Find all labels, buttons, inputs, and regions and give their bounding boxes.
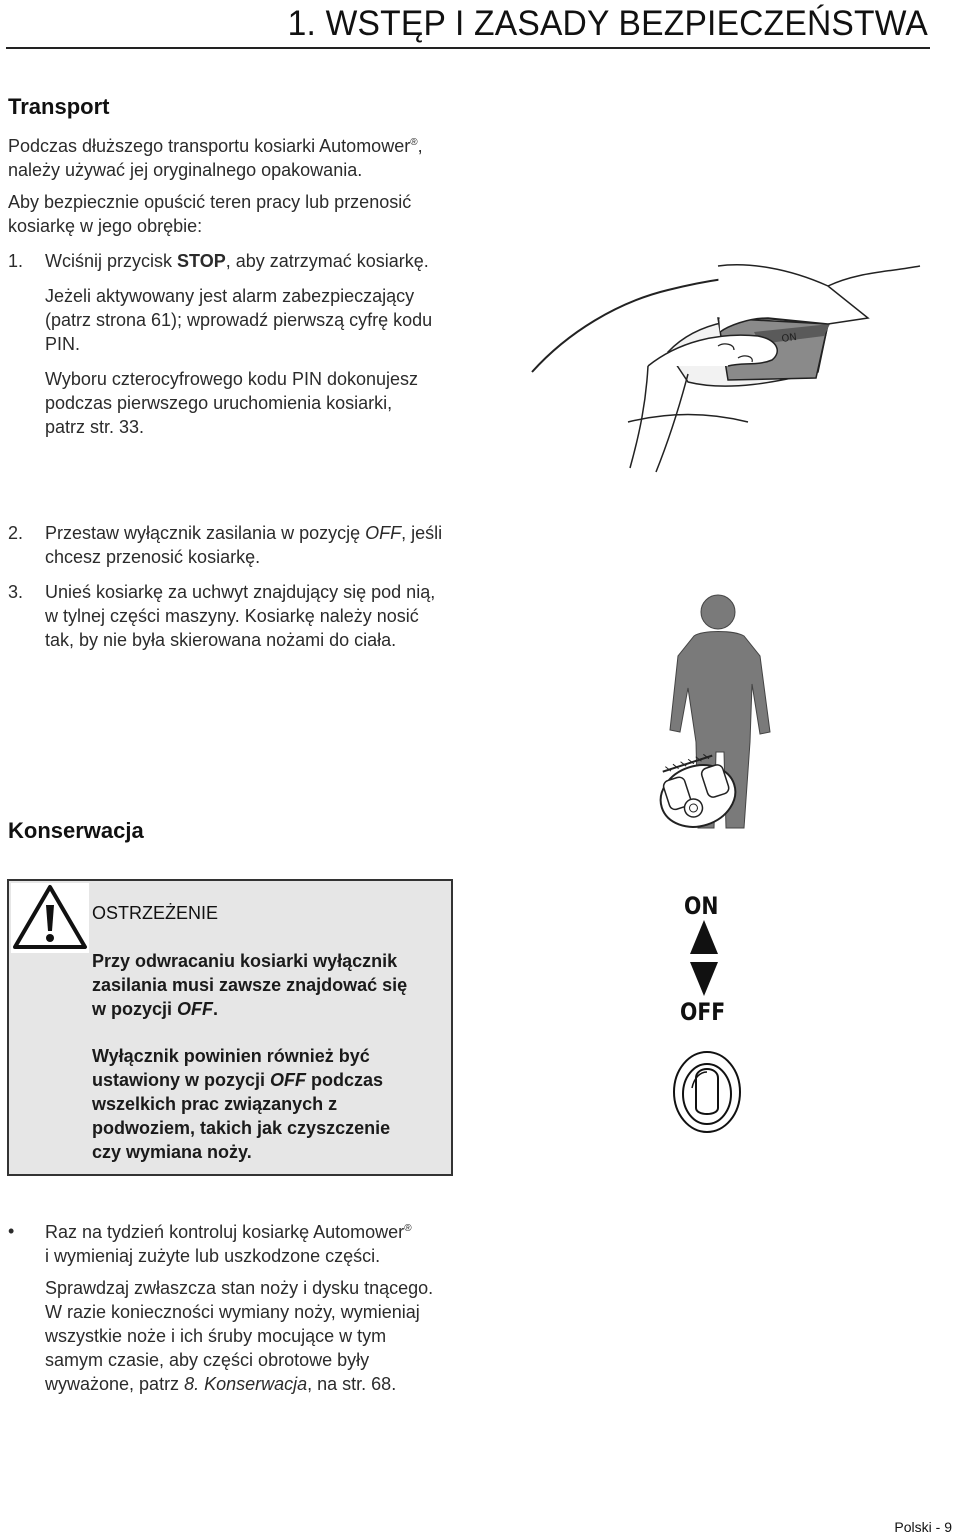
bullet-marker: • — [8, 1221, 15, 1241]
text: w pozycji — [92, 999, 178, 1019]
step-3 — [0, 580, 540, 652]
text: samym czasie, aby części obrotowe były — [45, 1350, 370, 1370]
text: kosiarkę w jego obrębie: — [8, 216, 203, 236]
text: ustawiony w pozycji — [92, 1070, 271, 1090]
text: (patrz strona 61); wprowadź pierwszą cyfrę kodu — [45, 310, 433, 330]
off-position-label: OFF — [365, 523, 402, 543]
text: w tylnej części maszyny. Kosiarkę należy nosić — [45, 606, 419, 626]
text: wyważone, patrz — [45, 1374, 185, 1394]
text: Sprawdzaj zwłaszcza stan noży i dysku tnącego. — [45, 1278, 434, 1298]
off-position-label: OFF — [270, 1070, 307, 1090]
text: patrz str. 33. — [45, 417, 145, 437]
chapter-title: 1. WSTĘP I ZASADY BEZPIECZEŃSTWA — [287, 4, 928, 43]
transport-paragraph-1 — [8, 131, 528, 182]
text: PIN. — [45, 334, 81, 354]
step-1-note-pin — [45, 367, 535, 439]
text: wszystkie noże i ich śruby mocujące w tym — [45, 1326, 387, 1346]
text: Przy odwracaniu kosiarki wyłącznik — [92, 951, 398, 971]
text: . — [213, 999, 219, 1019]
text: , jeśli — [401, 523, 443, 543]
text: podwoziem, takich jak czyszczenie — [92, 1118, 391, 1138]
page-number: Polski - 9 — [894, 1519, 952, 1535]
text: , — [417, 136, 423, 156]
text: podczas pierwszego uruchomienia kosiarki, — [45, 393, 393, 413]
warning-paragraph-1 — [92, 949, 448, 1021]
text: i wymieniaj zużyte lub uszkodzone części. — [45, 1246, 381, 1266]
warning-box — [7, 879, 453, 1176]
text: Wyboru czterocyfrowego kodu PIN dokonujesz — [45, 369, 419, 389]
header-rule — [6, 47, 930, 49]
cross-reference-link[interactable]: 8. Konserwacja — [184, 1374, 308, 1394]
bullet-weekly-check — [45, 1217, 565, 1268]
warning-triangle-icon — [11, 883, 89, 953]
section-heading-maintenance: Konserwacja — [8, 818, 144, 843]
person-carrying-mower-illustration — [652, 592, 782, 840]
svg-text:ON: ON — [780, 331, 798, 345]
text: wszelkich prac związanych z — [92, 1094, 338, 1114]
step-number: 1. — [8, 251, 24, 271]
off-position-label: OFF — [177, 999, 214, 1019]
step-number: 2. — [8, 523, 24, 543]
text: , na str. 68. — [307, 1374, 397, 1394]
text: Wyłącznik powinien również być — [92, 1046, 370, 1066]
text: Podczas dłuższego transportu kosiarki Automower — [8, 136, 411, 156]
registered-mark: ® — [404, 1223, 412, 1234]
switch-on-label: ON — [684, 892, 719, 920]
stop-button-label: STOP — [177, 251, 226, 271]
warning-icon-cell — [11, 883, 89, 953]
step-number: 3. — [8, 582, 24, 602]
text: tak, by nie była skierowana nożami do ciała. — [45, 630, 397, 650]
warning-title: OSTRZEŻENIE — [92, 903, 219, 923]
text: należy używać jej oryginalnego opakowania. — [8, 160, 363, 180]
registered-mark: ® — [410, 137, 418, 148]
text: Jeżeli aktywowany jest alarm zabezpieczający — [45, 286, 415, 306]
warning-paragraph-2 — [92, 1044, 448, 1164]
power-switch-icon — [672, 1050, 742, 1134]
text: Unieś kosiarkę za uchwyt znajdujący się pod nią, — [45, 582, 436, 602]
step-1 — [0, 249, 540, 273]
text: W razie konieczności wymiany noży, wymieniaj — [45, 1302, 420, 1322]
text: zasilania musi zawsze znajdować się — [92, 975, 408, 995]
transport-paragraph-2 — [8, 190, 528, 238]
switch-off-label: OFF — [680, 998, 726, 1026]
text: , aby zatrzymać kosiarkę. — [225, 251, 429, 271]
on-off-arrows-icon — [688, 918, 720, 998]
text: Raz na tydzień kontroluj kosiarkę Automower — [45, 1222, 405, 1242]
text: chcesz przenosić kosiarkę. — [45, 547, 261, 567]
text: Wciśnij przycisk — [45, 251, 178, 271]
step-2 — [0, 521, 540, 569]
section-heading-transport: Transport — [8, 94, 110, 119]
hand-pressing-stop-illustration — [528, 262, 960, 474]
bullet-blades-check — [45, 1276, 565, 1396]
step-1-note-alarm — [45, 284, 535, 356]
text: podczas — [306, 1070, 384, 1090]
text: czy wymiana noży. — [92, 1142, 252, 1162]
text: Przestaw wyłącznik zasilania w pozycję — [45, 523, 366, 543]
text: Aby bezpiecznie opuścić teren pracy lub przenosić — [8, 192, 412, 212]
